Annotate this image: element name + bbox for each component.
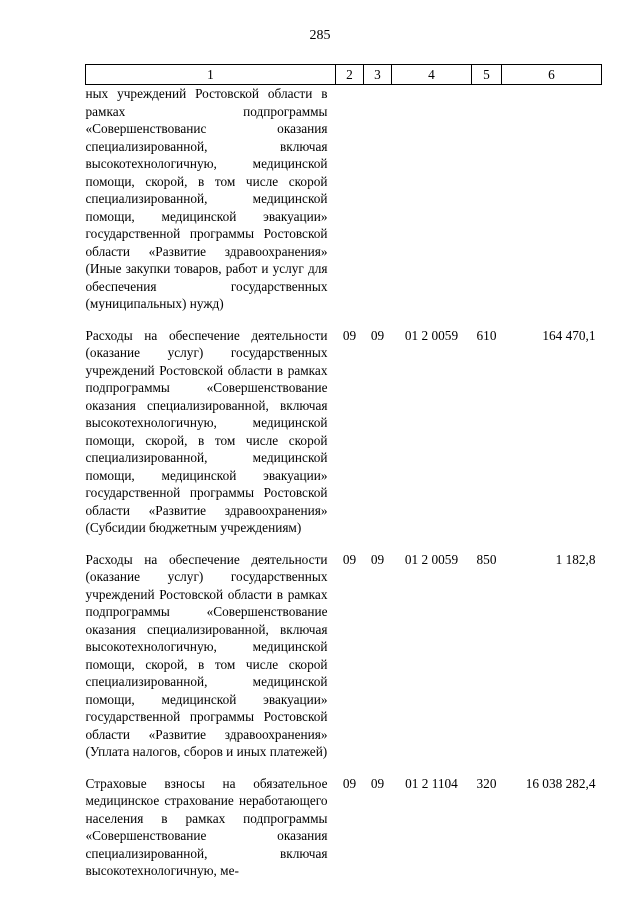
row-section: 09 <box>342 551 357 567</box>
row-expense-type: 850 <box>476 551 497 567</box>
header-col-6: 6 <box>502 65 602 85</box>
row-subsection: 09 <box>370 551 385 567</box>
row-expense-type <box>472 85 502 327</box>
table-row <box>86 85 602 327</box>
table-header-row <box>86 65 602 85</box>
header-col-1: 1 <box>86 65 336 85</box>
row-target-code: 01 2 0059 <box>404 551 459 567</box>
row-description: Страховые взносы на обязательное медицинское страхование неработающего населения в рамках подпрограммы «Совершенствование оказания специализированной, включая высокотехнологичную, ме- <box>85 775 328 878</box>
table-row <box>86 775 602 880</box>
row-subsection <box>364 85 392 327</box>
row-expense-type: 610 <box>476 327 497 343</box>
row-section: 09 <box>342 327 357 343</box>
header-col-2: 2 <box>336 65 364 85</box>
row-amount <box>502 85 602 327</box>
budget-table <box>85 64 602 880</box>
row-subsection: 09 <box>370 775 385 791</box>
row-amount: 164 470,1 <box>542 327 596 343</box>
row-target-code: 01 2 0059 <box>404 327 459 343</box>
table-row <box>86 327 602 551</box>
row-amount: 16 038 282,4 <box>525 775 596 791</box>
row-subsection: 09 <box>370 327 385 343</box>
header-col-3: 3 <box>364 65 392 85</box>
header-col-4: 4 <box>392 65 472 85</box>
row-section: 09 <box>342 775 357 791</box>
row-amount: 1 182,8 <box>555 551 596 567</box>
row-target-code <box>392 85 472 327</box>
row-section <box>336 85 364 327</box>
row-target-code: 01 2 1104 <box>405 775 458 791</box>
table-row <box>86 551 602 775</box>
header-col-5: 5 <box>472 65 502 85</box>
row-description: Расходы на обеспечение деятельности (оказание услуг) государственных учреждений Ростовской области в рамках подпрограммы «Совершенствование оказания специализированной, включая высокотехнологичную, медицинской помощи, скорой, в том числе скорой специализированной, медицинской помощи, медицинской эвакуации» государственной программы Ростовской области «Развитие здравоохранения» (Субсидии бюджетным учреждениям) <box>85 327 328 535</box>
row-expense-type: 320 <box>476 775 497 791</box>
row-description: Расходы на обеспечение деятельности (оказание услуг) государственных учреждений Ростовской области в рамках подпрограммы «Совершенствование оказания специализированной, включая высокотехнологичную, медицинской помощи, скорой, в том числе скорой специализированной, медицинской помощи, медицинской эвакуации» государственной программы Ростовской области «Развитие здравоохранения» (Уплата налогов, сборов и иных платежей) <box>85 551 328 759</box>
row-description: ных учреждений Ростовской области в рамках подпрограммы «Совершенствованис оказания специализированной, включая высокотехнологичную, медицинской помощи, скорой, в том числе скорой специализированной, медицинской помощи, медицинской эвакуации» государственной программы Ростовской области «Развитие здравоохранения» (Иные закупки товаров, работ и услуг для обеспечения государственных (муниципальных) нужд) <box>85 86 328 311</box>
page-number: 285 <box>309 28 331 43</box>
